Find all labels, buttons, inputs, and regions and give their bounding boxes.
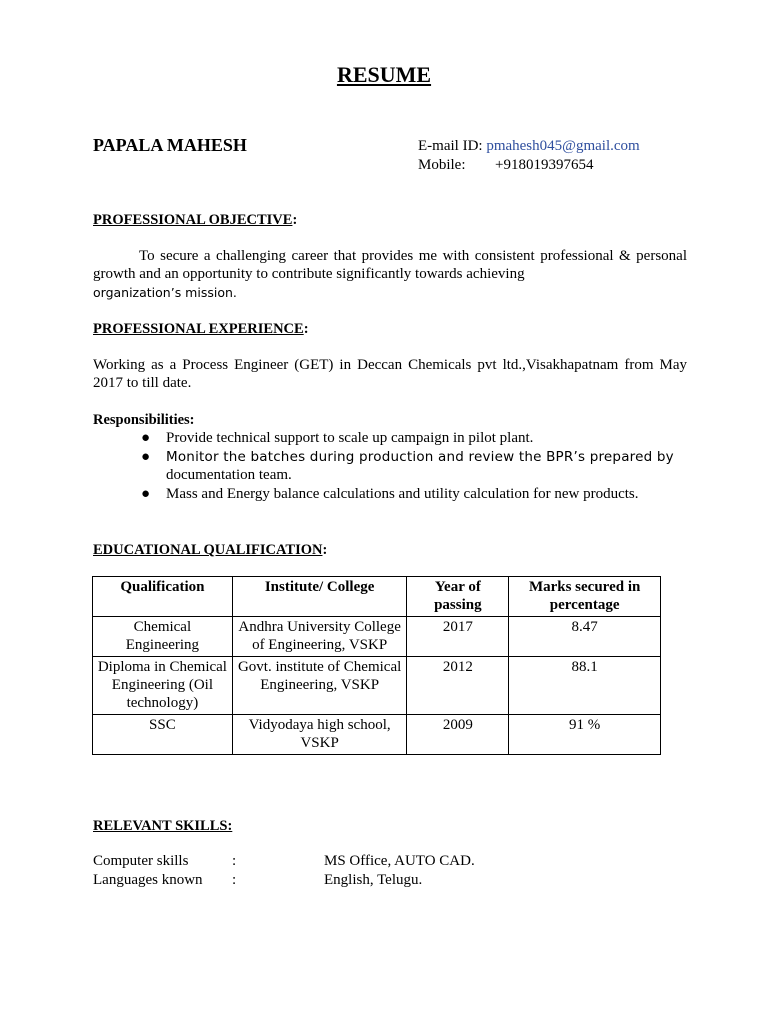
mobile-number: +918019397654 [495, 157, 594, 173]
objective-text: To secure a challenging career that provides me with consistent professional & personal growth and an opportunity to contribute significantly towards achieving [93, 248, 687, 282]
skill-separator: : [232, 872, 237, 888]
experience-heading [93, 320, 309, 338]
responsibilities-heading: Responsibilities: [93, 412, 195, 428]
table-cell: 2017 [407, 617, 509, 657]
column-header: Year of passing [407, 577, 509, 617]
skill-value: English, Telugu. [324, 872, 423, 888]
table-row [93, 617, 661, 657]
skill-label: Languages known [93, 872, 203, 888]
objective-heading [93, 211, 297, 229]
table-row [93, 657, 661, 715]
table-cell: 8.47 [509, 617, 661, 657]
table-cell: Govt. institute of Chemical Engineering, VSKP [232, 657, 407, 715]
experience-heading-colon: : [303, 321, 309, 337]
table-cell: Vidyodaya high school, VSKP [232, 715, 407, 755]
column-header: Institute/ College [232, 577, 407, 617]
column-header: Qualification [93, 577, 233, 617]
skill-value: MS Office, AUTO CAD. [324, 853, 475, 869]
table-cell: 88.1 [509, 657, 661, 715]
table-cell: Andhra University College of Engineering, VSKP [232, 617, 407, 657]
email-row [418, 137, 640, 155]
table-cell: 91 % [509, 715, 661, 755]
objective-heading-colon: : [292, 212, 298, 228]
skills-heading [93, 817, 232, 835]
table-row [93, 715, 661, 755]
experience-heading-text: PROFESSIONAL EXPERIENCE [93, 321, 304, 337]
table-cell: 2009 [407, 715, 509, 755]
responsibility-text: Monitor the batches during production and review the BPR’s prepared by [166, 449, 674, 465]
table-cell: Chemical Engineering [93, 617, 233, 657]
education-table [92, 576, 661, 755]
objective-heading-text: PROFESSIONAL OBJECTIVE [93, 212, 293, 228]
email-label: E-mail ID: [418, 138, 483, 154]
list-item [93, 448, 687, 484]
education-heading [93, 541, 327, 559]
responsibilities-list [93, 429, 687, 504]
bullet-icon: ● [141, 430, 151, 446]
list-item [93, 485, 687, 503]
skill-separator: : [232, 853, 237, 869]
mobile-row [418, 156, 594, 174]
bullet-icon: ● [141, 486, 151, 502]
table-header-row [93, 577, 661, 617]
table-cell: Diploma in Chemical Engineering (Oil technology) [93, 657, 233, 715]
bullet-icon: ● [141, 449, 151, 465]
column-header: Marks secured in percentage [509, 577, 661, 617]
education-heading-text: EDUCATIONAL QUALIFICATION [93, 542, 323, 558]
skill-label: Computer skills [93, 853, 189, 869]
objective-text-end: organization’s mission. [93, 285, 237, 300]
responsibility-text: Provide technical support to scale up campaign in pilot plant. [166, 430, 534, 446]
skills-heading-text: RELEVANT SKILLS: [93, 818, 233, 834]
experience-text: Working as a Process Engineer (GET) in Deccan Chemicals pvt ltd.,Visakhapatnam from May 2017 to till date. [93, 357, 687, 391]
table-cell: 2012 [407, 657, 509, 715]
mobile-label: Mobile: [418, 157, 466, 173]
responsibility-text: Mass and Energy balance calculations and utility calculation for new products. [166, 486, 639, 502]
list-item [93, 429, 687, 447]
responsibility-text-cont: documentation team. [166, 467, 292, 483]
education-heading-colon: : [322, 542, 328, 558]
email-link[interactable]: pmahesh045@gmail.com [486, 138, 640, 154]
resume-title: RESUME [336, 62, 432, 87]
table-cell: SSC [93, 715, 233, 755]
candidate-name: PAPALA MAHESH [93, 135, 247, 155]
